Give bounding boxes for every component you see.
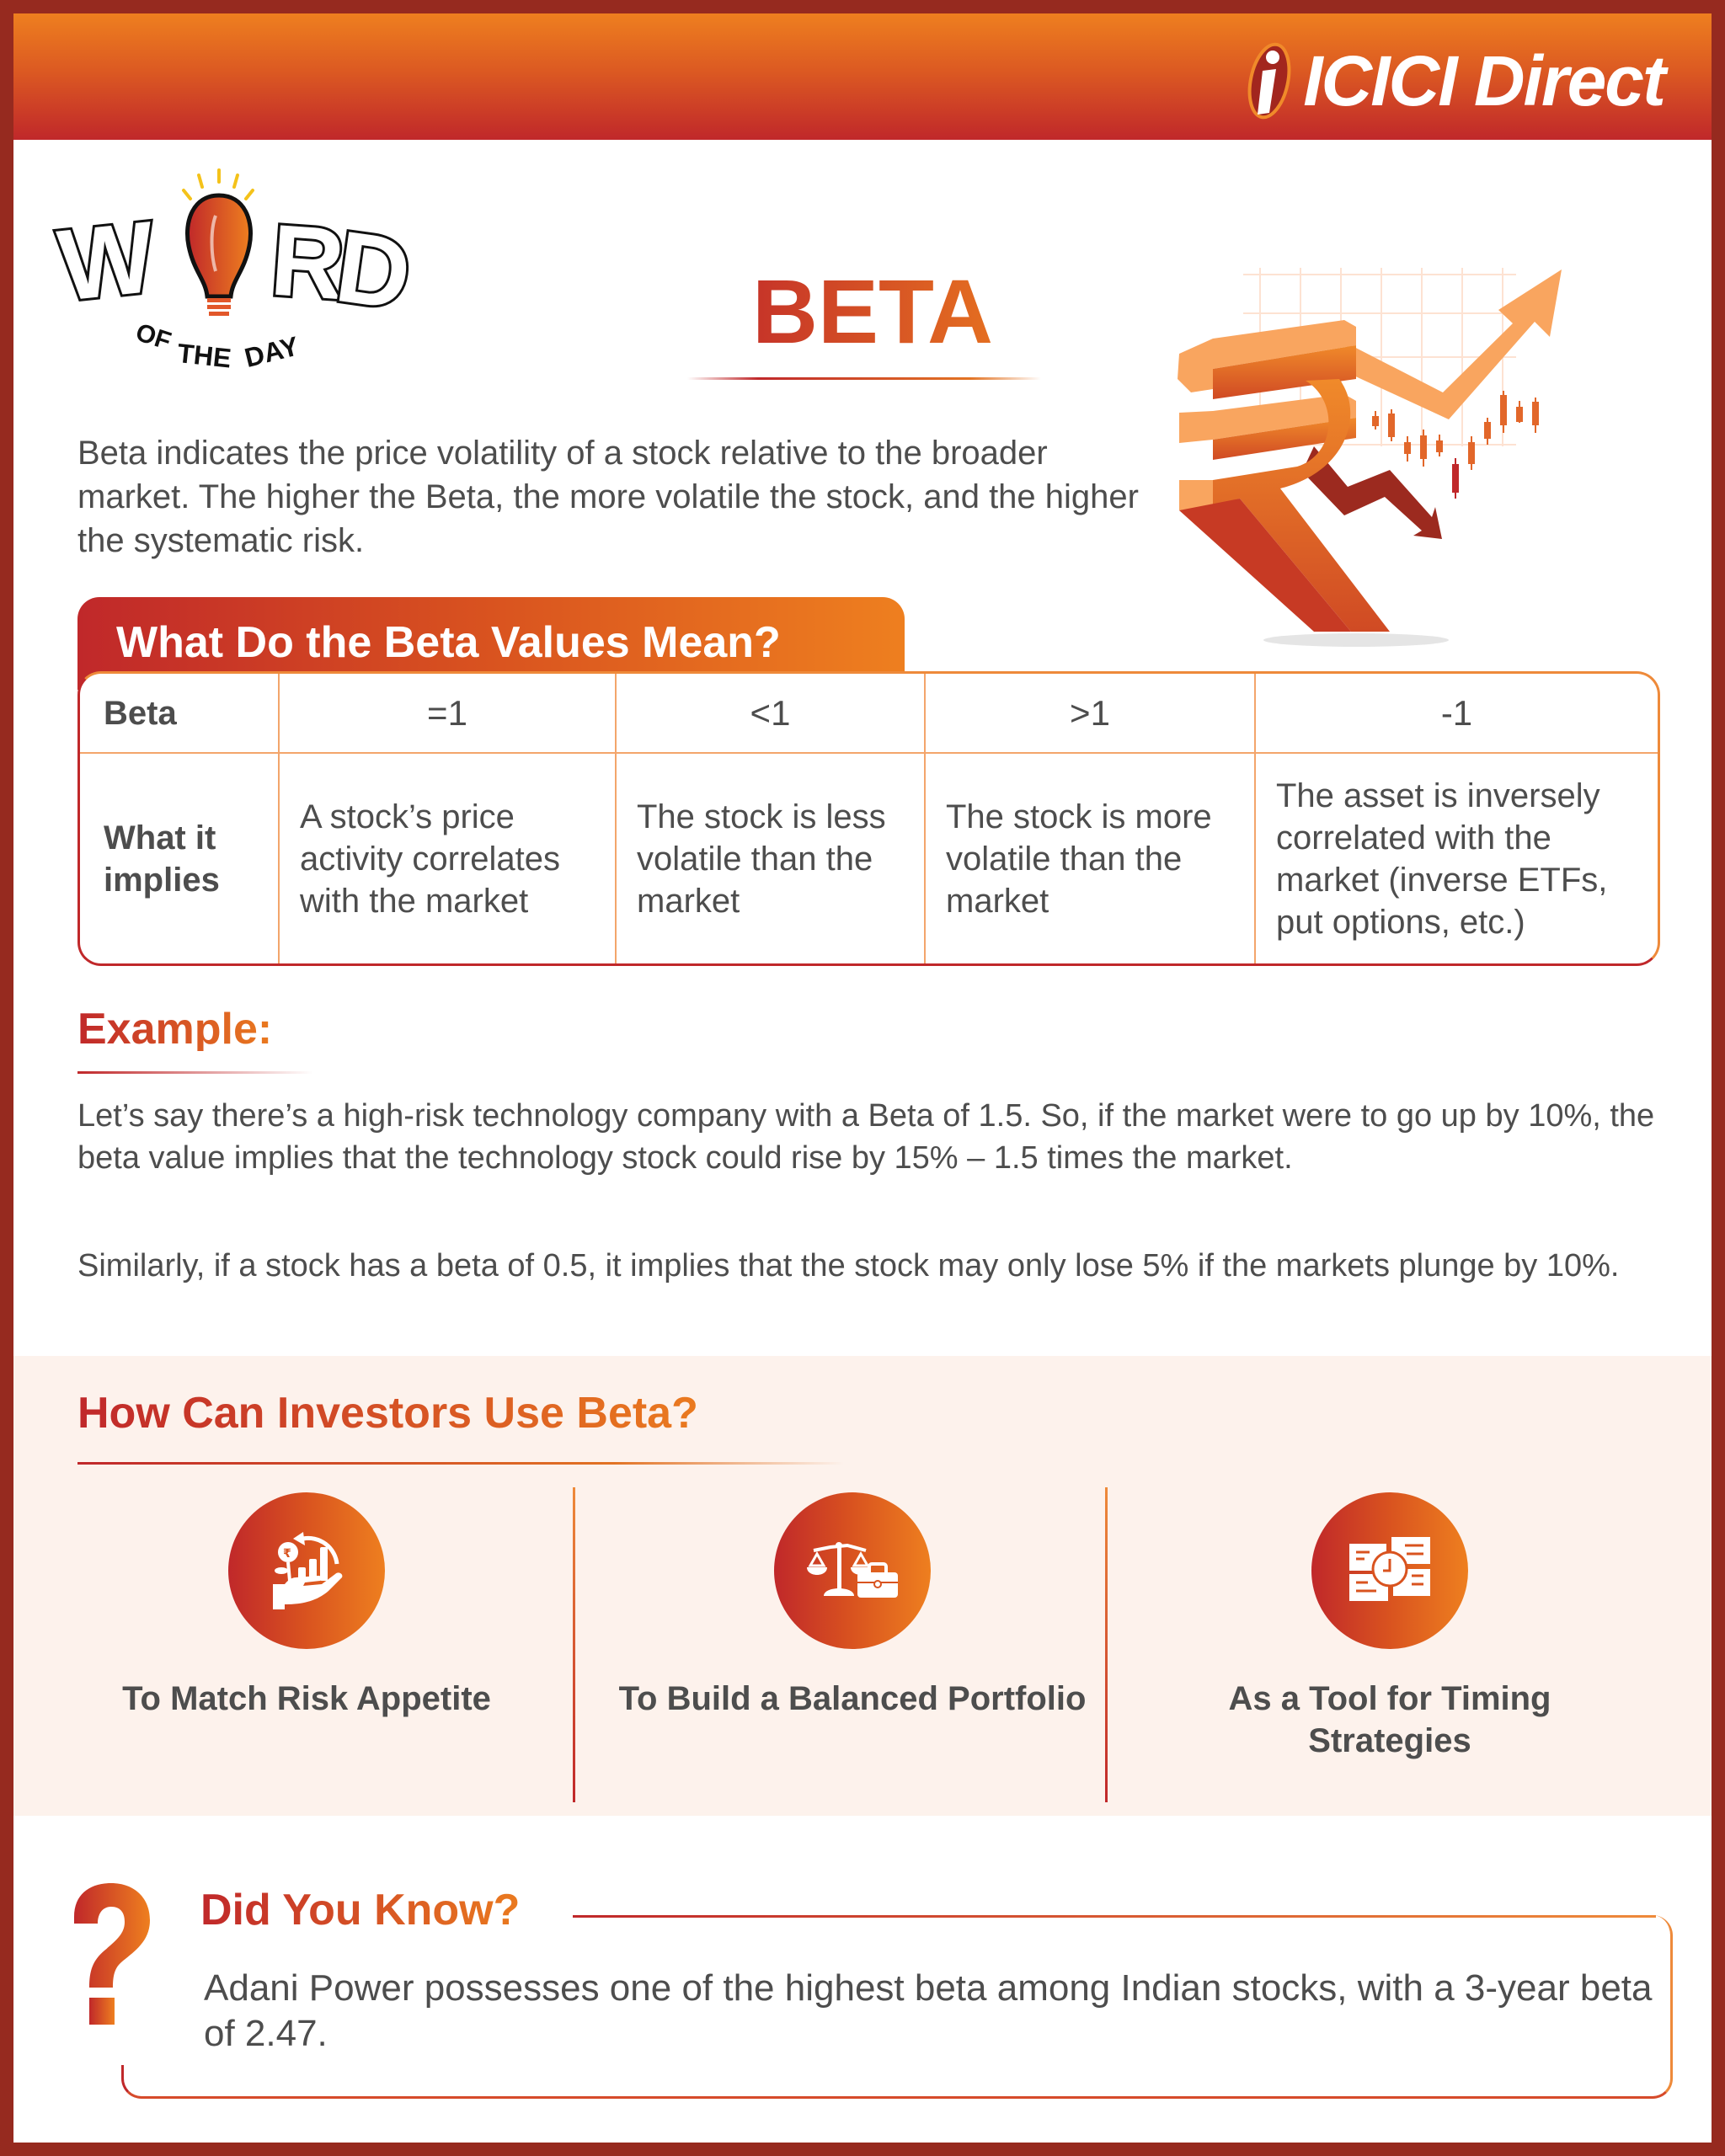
use-item-label: As a Tool for Timing Strategies	[1228, 1680, 1551, 1759]
use-item-balanced-portfolio	[617, 1492, 1088, 1720]
icici-i-logo-icon	[1237, 40, 1296, 121]
column-divider	[573, 1487, 575, 1802]
page-title: BETA	[704, 266, 1041, 357]
rupee-chart-arrows-illustration	[1146, 244, 1634, 648]
did-you-know-heading: Did You Know?	[200, 1886, 521, 1935]
svg-text:R: R	[267, 203, 349, 322]
question-mark-icon	[74, 1883, 150, 2052]
lightbulb-icon	[51, 162, 421, 389]
svg-text:W: W	[53, 200, 160, 323]
beta-table-heading: What Do the Beta Values Mean?	[116, 618, 781, 667]
table-row-implication	[80, 753, 1658, 963]
use-item-label: To Match Risk Appetite	[122, 1680, 491, 1717]
scale-briefcase-icon	[774, 1492, 931, 1649]
beta-value-cell: -1	[1255, 674, 1658, 753]
row-label-beta: Beta	[80, 674, 279, 753]
svg-text:DAY: DAY	[241, 330, 302, 373]
use-item-risk-appetite	[71, 1492, 542, 1720]
uses-underline	[77, 1462, 844, 1465]
beta-values-table	[77, 671, 1660, 966]
example-paragraph: Let’s say there’s a high-risk technology company with a Beta of 1.5. So, if the market were to go up by 10%, the beta value implies that the technology stock could rise by 15% – 1.5 times the market.	[77, 1098, 1655, 1176]
example-underline	[77, 1071, 313, 1074]
brand-name: ICICI Direct	[1303, 41, 1664, 120]
brand-logo	[1237, 40, 1664, 121]
uses-heading: How Can Investors Use Beta?	[77, 1389, 698, 1438]
beta-value-cell: >1	[925, 674, 1255, 753]
example-paragraph: Similarly, if a stock has a beta of 0.5, it implies that the stock may only lose 5% if the markets plunge by 10%.	[77, 1248, 1620, 1283]
implication-cell: The stock is less volatile than the market	[616, 753, 925, 963]
use-item-label: To Build a Balanced Portfolio	[618, 1680, 1087, 1717]
svg-text:D: D	[329, 210, 418, 332]
implication-cell: The stock is more volatile than the market	[925, 753, 1255, 963]
intro-text: Beta indicates the price volatility of a stock relative to the broader market. The higher the Beta, the more volatile the stock, and the higher the systematic risk.	[77, 435, 1139, 559]
hand-growth-chart-icon	[228, 1492, 385, 1649]
header-bar	[13, 13, 1712, 140]
table-row-beta	[80, 674, 1658, 753]
example-heading: Example:	[77, 1005, 273, 1054]
svg-text:THE: THE	[175, 338, 233, 374]
implication-cell: The asset is inversely correlated with the market (inverse ETFs, put options, etc.)	[1276, 776, 1608, 941]
column-divider	[1105, 1487, 1108, 1802]
did-you-know-text: Adani Power possesses one of the highest beta among Indian stocks, with a 3-year beta of 2.47.	[204, 1967, 1653, 2054]
infographic-frame	[13, 13, 1712, 2143]
beta-value-cell: =1	[279, 674, 616, 753]
title-underline	[687, 377, 1041, 380]
svg-text:OF: OF	[132, 318, 174, 356]
did-you-know-rule	[573, 1915, 1656, 1918]
schedule-clock-icon	[1311, 1492, 1468, 1649]
beta-value-cell: <1	[616, 674, 925, 753]
use-item-timing-strategies	[1154, 1492, 1626, 1762]
implication-cell: A stock’s price activity correlates with the market	[279, 753, 616, 963]
svg-text:₹: ₹	[283, 1547, 291, 1561]
word-of-the-day-badge	[51, 162, 421, 389]
row-label-implies: What it implies	[80, 753, 279, 963]
